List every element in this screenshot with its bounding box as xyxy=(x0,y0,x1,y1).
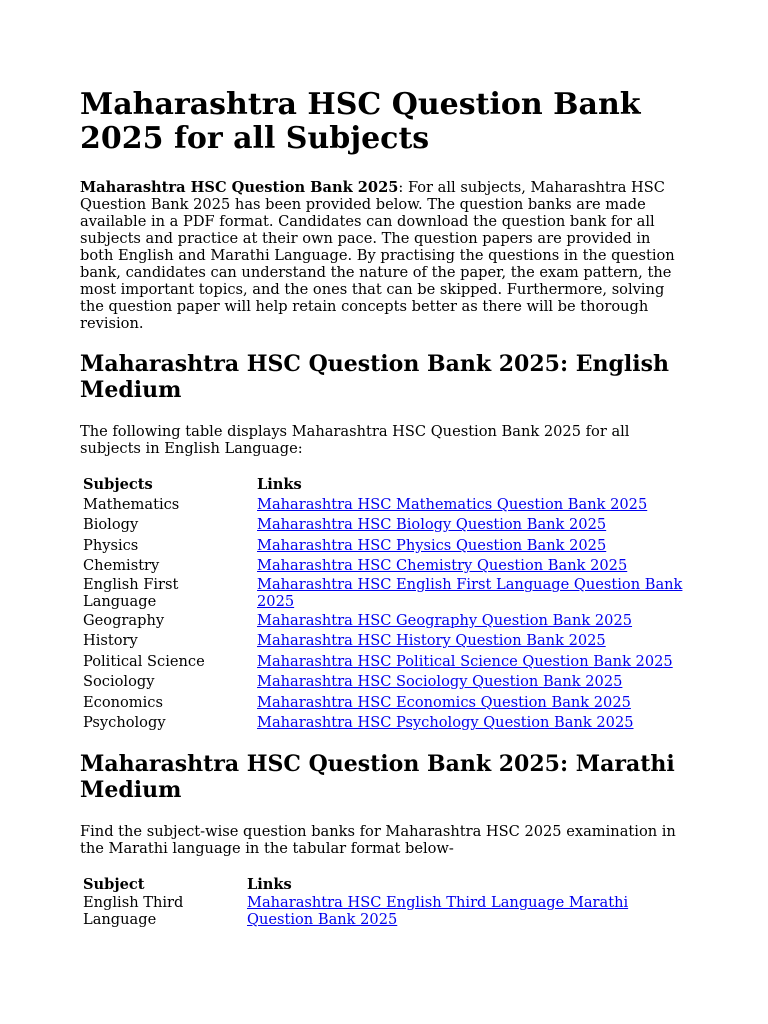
link-cell xyxy=(254,651,688,672)
table-header-row xyxy=(80,474,688,494)
table-row xyxy=(80,494,688,515)
question-bank-link[interactable]: Maharashtra HSC Physics Question Bank 2025 xyxy=(257,536,607,554)
question-bank-link[interactable]: Maharashtra HSC Chemistry Question Bank 2025 xyxy=(257,557,628,575)
table-row xyxy=(80,576,688,610)
link-cell xyxy=(254,692,688,713)
table-row xyxy=(80,535,688,556)
question-bank-link[interactable]: Maharashtra HSC Mathematics Question Bank 2025 xyxy=(257,495,648,513)
subject-cell: Sociology xyxy=(83,673,155,691)
question-bank-link[interactable]: Maharashtra HSC History Question Bank 2025 xyxy=(257,632,606,650)
subject-cell: Biology xyxy=(83,516,139,534)
intro-bold-lead: Maharashtra HSC Question Bank 2025 xyxy=(80,179,399,196)
subject-cell: Chemistry xyxy=(83,557,160,575)
question-bank-link[interactable]: Maharashtra HSC Political Science Question Bank 2025 xyxy=(257,652,673,670)
header-subjects: Subjects xyxy=(83,475,153,493)
subject-cell: Political Science xyxy=(83,652,205,670)
subject-cell: History xyxy=(83,632,138,650)
table-row xyxy=(80,651,688,672)
subject-cell: Geography xyxy=(83,611,165,629)
link-cell xyxy=(254,610,688,631)
marathi-medium-heading: Maharashtra HSC Question Bank 2025: Marathi Medium xyxy=(80,751,675,803)
marathi-medium-table xyxy=(80,874,688,928)
table-row xyxy=(80,672,688,693)
table-header-row xyxy=(80,874,688,894)
link-cell xyxy=(254,535,688,556)
marathi-medium-description: Find the subject-wise question banks for Maharashtra HSC 2025 examination in the Marathi language in the tabular format below- xyxy=(80,823,676,857)
english-medium-heading: Maharashtra HSC Question Bank 2025: English Medium xyxy=(80,351,669,403)
subject-cell: English Third Language xyxy=(83,894,184,928)
subject-cell: Psychology xyxy=(83,714,166,732)
link-cell xyxy=(254,672,688,693)
question-bank-link[interactable]: Maharashtra HSC English First Language Question Bank 2025 xyxy=(257,576,683,610)
link-cell xyxy=(254,713,688,734)
subject-cell: Economics xyxy=(83,693,163,711)
link-cell xyxy=(254,556,688,577)
link-cell xyxy=(244,894,688,928)
question-bank-link[interactable]: Maharashtra HSC English Third Language Marathi Question Bank 2025 xyxy=(247,894,629,928)
intro-paragraph xyxy=(80,179,688,332)
header-links: Links xyxy=(247,875,292,893)
link-cell xyxy=(254,494,688,515)
link-cell xyxy=(254,631,688,652)
subject-cell: English First Language xyxy=(83,576,179,610)
header-subject: Subject xyxy=(83,875,145,893)
question-bank-link[interactable]: Maharashtra HSC Psychology Question Bank 2025 xyxy=(257,714,634,732)
table-row xyxy=(80,713,688,734)
question-bank-link[interactable]: Maharashtra HSC Sociology Question Bank 2025 xyxy=(257,673,623,691)
table-row xyxy=(80,556,688,577)
question-bank-link[interactable]: Maharashtra HSC Biology Question Bank 2025 xyxy=(257,516,607,534)
table-row xyxy=(80,515,688,536)
table-row xyxy=(80,692,688,713)
question-bank-link[interactable]: Maharashtra HSC Geography Question Bank 2025 xyxy=(257,611,633,629)
intro-text: : For all subjects, Maharashtra HSC Question Bank 2025 has been provided below. The question banks are made available in a PDF format. Candidates can download the question bank for all subjects and practice at their own pace. The question papers are provided in both English and Marathi Language. By practising the questions in the question bank, candidates can understand the nature of the paper, the exam pattern, the most important topics, and the ones that can be skipped. Furthermore, solving the question paper will help retain concepts better as there will be thorough revision. xyxy=(80,179,675,332)
link-cell xyxy=(254,576,688,610)
subject-cell: Physics xyxy=(83,536,139,554)
table-row xyxy=(80,610,688,631)
question-bank-link[interactable]: Maharashtra HSC Economics Question Bank 2025 xyxy=(257,693,631,711)
english-medium-table xyxy=(80,474,688,733)
subject-cell: Mathematics xyxy=(83,495,180,513)
page-title: Maharashtra HSC Question Bank 2025 for all Subjects xyxy=(80,87,641,156)
table-row xyxy=(80,631,688,652)
table-row xyxy=(80,894,688,928)
header-links: Links xyxy=(257,475,302,493)
link-cell xyxy=(254,515,688,536)
english-medium-description: The following table displays Maharashtra HSC Question Bank 2025 for all subjects in English Language: xyxy=(80,423,630,457)
